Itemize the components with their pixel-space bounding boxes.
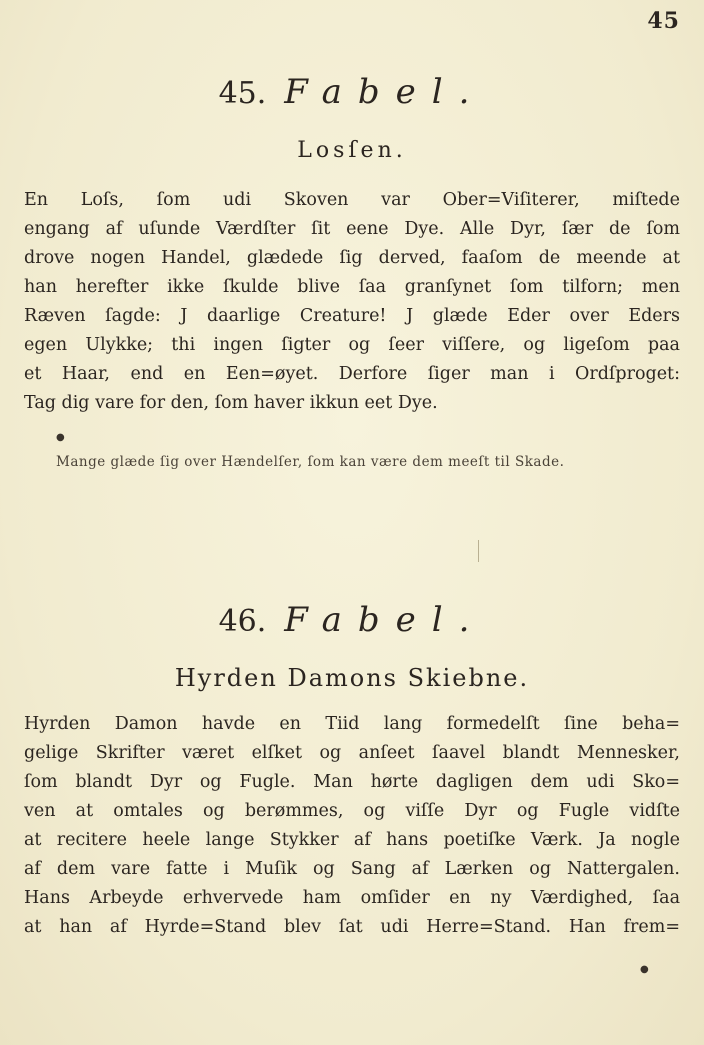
fable-46-heading: [0, 600, 704, 640]
fable-46-line: at recitere heele lange Stykker af hans poetiſke Værk. Ja nogle: [24, 830, 680, 850]
bullet-ornament: ●: [640, 964, 649, 975]
fable-45-line: Tag dig vare for den, ſom haver ikkun eet Dye.: [24, 393, 438, 413]
fable-46-body: [24, 710, 680, 942]
fable-46-title: Hyrden Damons Skiebne.: [174, 664, 530, 692]
fable-45-line: egen Ulykke; thi ingen ſigter og ſeer viſſere, og ligeſom paa: [24, 335, 680, 355]
fable-46-line: Hans Arbeyde erhvervede ham omſider en ny Værdighed, ſaa: [24, 888, 680, 908]
bullet-ornament: ●: [56, 432, 65, 443]
fable-45-line: En Loſs, ſom udi Skoven var Ober=Viſiterer, miſtede: [24, 190, 680, 210]
fable-46-line: ſom blandt Dyr og Fugle. Man hørte dagligen dem udi Sko=: [24, 772, 680, 792]
fable-45-line: han herefter ikke ſkulde blive ſaa granſynet ſom tilforn; men: [24, 277, 680, 297]
fable-46-number: 46.: [218, 604, 267, 639]
fable-46-line: at han af Hyrde=Stand blev ſat udi Herre=Stand. Han frem=: [24, 917, 680, 937]
fable-46-heading-word: Fabel.: [284, 600, 486, 640]
paper-crease: [478, 540, 479, 562]
fable-45-heading: [0, 72, 704, 112]
fable-45-line: Ræven ſagde: J daarlige Creature! J glæde Eder over Eders: [24, 306, 680, 326]
fable-46-line: Hyrden Damon havde en Tiid lang formedelſt ſine beha=: [24, 714, 680, 734]
fable-45-body: [24, 186, 680, 418]
fable-45-title: Losſen.: [297, 138, 407, 163]
page-number: 45: [647, 8, 680, 34]
fable-46-line: gelige Skrifter været elſket og anſeet ſaavel blandt Mennesker,: [24, 743, 680, 763]
fable-45-line: drove nogen Handel, glædede ſig derved, faaſom de meende at: [24, 248, 680, 268]
fable-45-heading-word: Fabel.: [284, 72, 486, 112]
fable-45-line: engang af uſunde Værdſter ſit eene Dye. Alle Dyr, ſær de ſom: [24, 219, 680, 239]
fable-46-line: ven at omtales og berømmes, og viſſe Dyr og Fugle vidſte: [24, 801, 680, 821]
fable-46-line: af dem vare fatte i Muſik og Sang af Lærken og Nattergalen.: [24, 859, 680, 879]
fable-45-moral: Mange glæde ſig over Hændelſer, ſom kan være dem meeſt til Skade.: [56, 454, 565, 470]
fable-45-line: et Haar, end en Een=øyet. Derfore ſiger man i Ordſproget:: [24, 364, 680, 384]
fable-45-number: 45.: [218, 76, 267, 111]
